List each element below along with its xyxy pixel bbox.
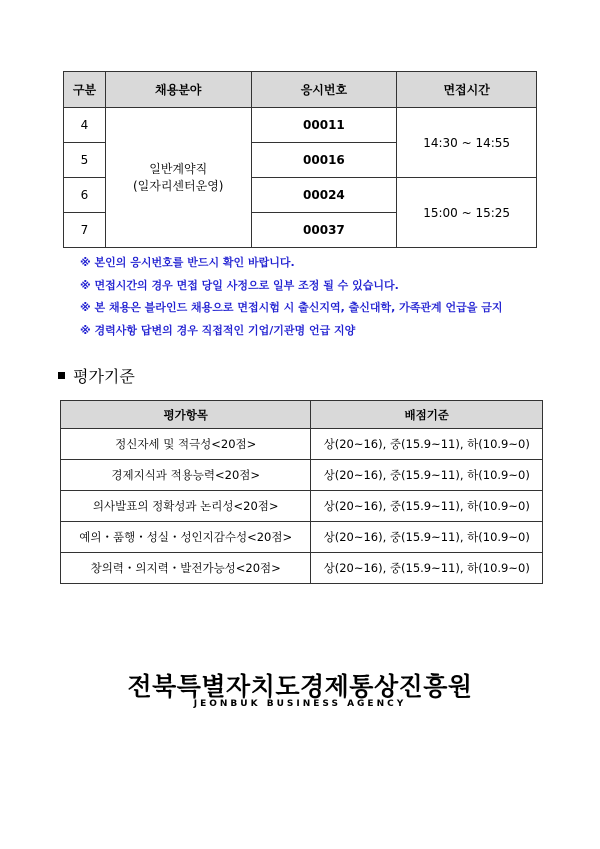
evaluation-criteria-table bbox=[60, 400, 543, 584]
table-header-row bbox=[61, 401, 543, 429]
applicant-number: 00011 bbox=[251, 108, 397, 143]
table-row bbox=[61, 553, 543, 584]
eval-item: 의사발표의 정확성과 논리성<20점> bbox=[61, 491, 311, 522]
agency-logo-korean: 전북특별자치도경제통상진흥원 bbox=[127, 672, 473, 701]
header-field: 채용분야 bbox=[105, 72, 251, 108]
eval-score: 상(20~16), 중(15.9~11), 하(10.9~0) bbox=[311, 522, 543, 553]
header-applicant-number: 응시번호 bbox=[251, 72, 397, 108]
interview-schedule-table bbox=[63, 71, 537, 248]
interview-time: 14:30 ~ 14:55 bbox=[397, 108, 537, 178]
recruitment-field bbox=[105, 108, 251, 248]
row-number: 4 bbox=[64, 108, 106, 143]
field-line2: (일자리센터운영) bbox=[132, 178, 224, 193]
table-row bbox=[64, 108, 537, 143]
applicant-number: 00016 bbox=[251, 143, 397, 178]
agency-logo-english: JEONBUK BUSINESS AGENCY bbox=[193, 699, 407, 709]
eval-item: 정신자세 및 적극성<20점> bbox=[61, 429, 311, 460]
eval-score: 상(20~16), 중(15.9~11), 하(10.9~0) bbox=[311, 429, 543, 460]
square-bullet-icon bbox=[58, 372, 65, 379]
header-interview-time: 면접시간 bbox=[397, 72, 537, 108]
table-row bbox=[61, 429, 543, 460]
note-item: ※ 본 채용은 블라인드 채용으로 면접시험 시 출신지역, 출신대학, 가족관계 언급을 금지 bbox=[80, 301, 503, 314]
row-number: 7 bbox=[64, 213, 106, 248]
header-eval-item: 평가항목 bbox=[61, 401, 311, 429]
applicant-number: 00037 bbox=[251, 213, 397, 248]
eval-item: 창의력・의지력・발전가능성<20점> bbox=[61, 553, 311, 584]
eval-score: 상(20~16), 중(15.9~11), 하(10.9~0) bbox=[311, 491, 543, 522]
field-line1: 일반계약직 bbox=[149, 161, 208, 176]
header-category: 구분 bbox=[64, 72, 106, 108]
eval-score: 상(20~16), 중(15.9~11), 하(10.9~0) bbox=[311, 460, 543, 491]
eval-item: 예의・품행・성실・성인지감수성<20점> bbox=[61, 522, 311, 553]
table-row bbox=[61, 522, 543, 553]
eval-score: 상(20~16), 중(15.9~11), 하(10.9~0) bbox=[311, 553, 543, 584]
evaluation-title-text: 평가기준 bbox=[73, 367, 135, 386]
table-header-row bbox=[64, 72, 537, 108]
table-row bbox=[61, 491, 543, 522]
table-row bbox=[61, 460, 543, 491]
interview-time: 15:00 ~ 15:25 bbox=[397, 178, 537, 248]
note-item: ※ 면접시간의 경우 면접 당일 사정으로 일부 조정 될 수 있습니다. bbox=[80, 278, 399, 292]
row-number: 5 bbox=[64, 143, 106, 178]
eval-item: 경제지식과 적용능력<20점> bbox=[61, 460, 311, 491]
notes-list bbox=[80, 252, 502, 342]
row-number: 6 bbox=[64, 178, 106, 213]
note-item: ※ 경력사항 답변의 경우 직접적인 기업/기관명 언급 지양 bbox=[80, 323, 356, 337]
evaluation-section-title bbox=[58, 364, 135, 387]
note-item: ※ 본인의 응시번호를 반드시 확인 바랍니다. bbox=[80, 256, 295, 269]
header-score-criteria: 배점기준 bbox=[311, 401, 543, 429]
applicant-number: 00024 bbox=[251, 178, 397, 213]
